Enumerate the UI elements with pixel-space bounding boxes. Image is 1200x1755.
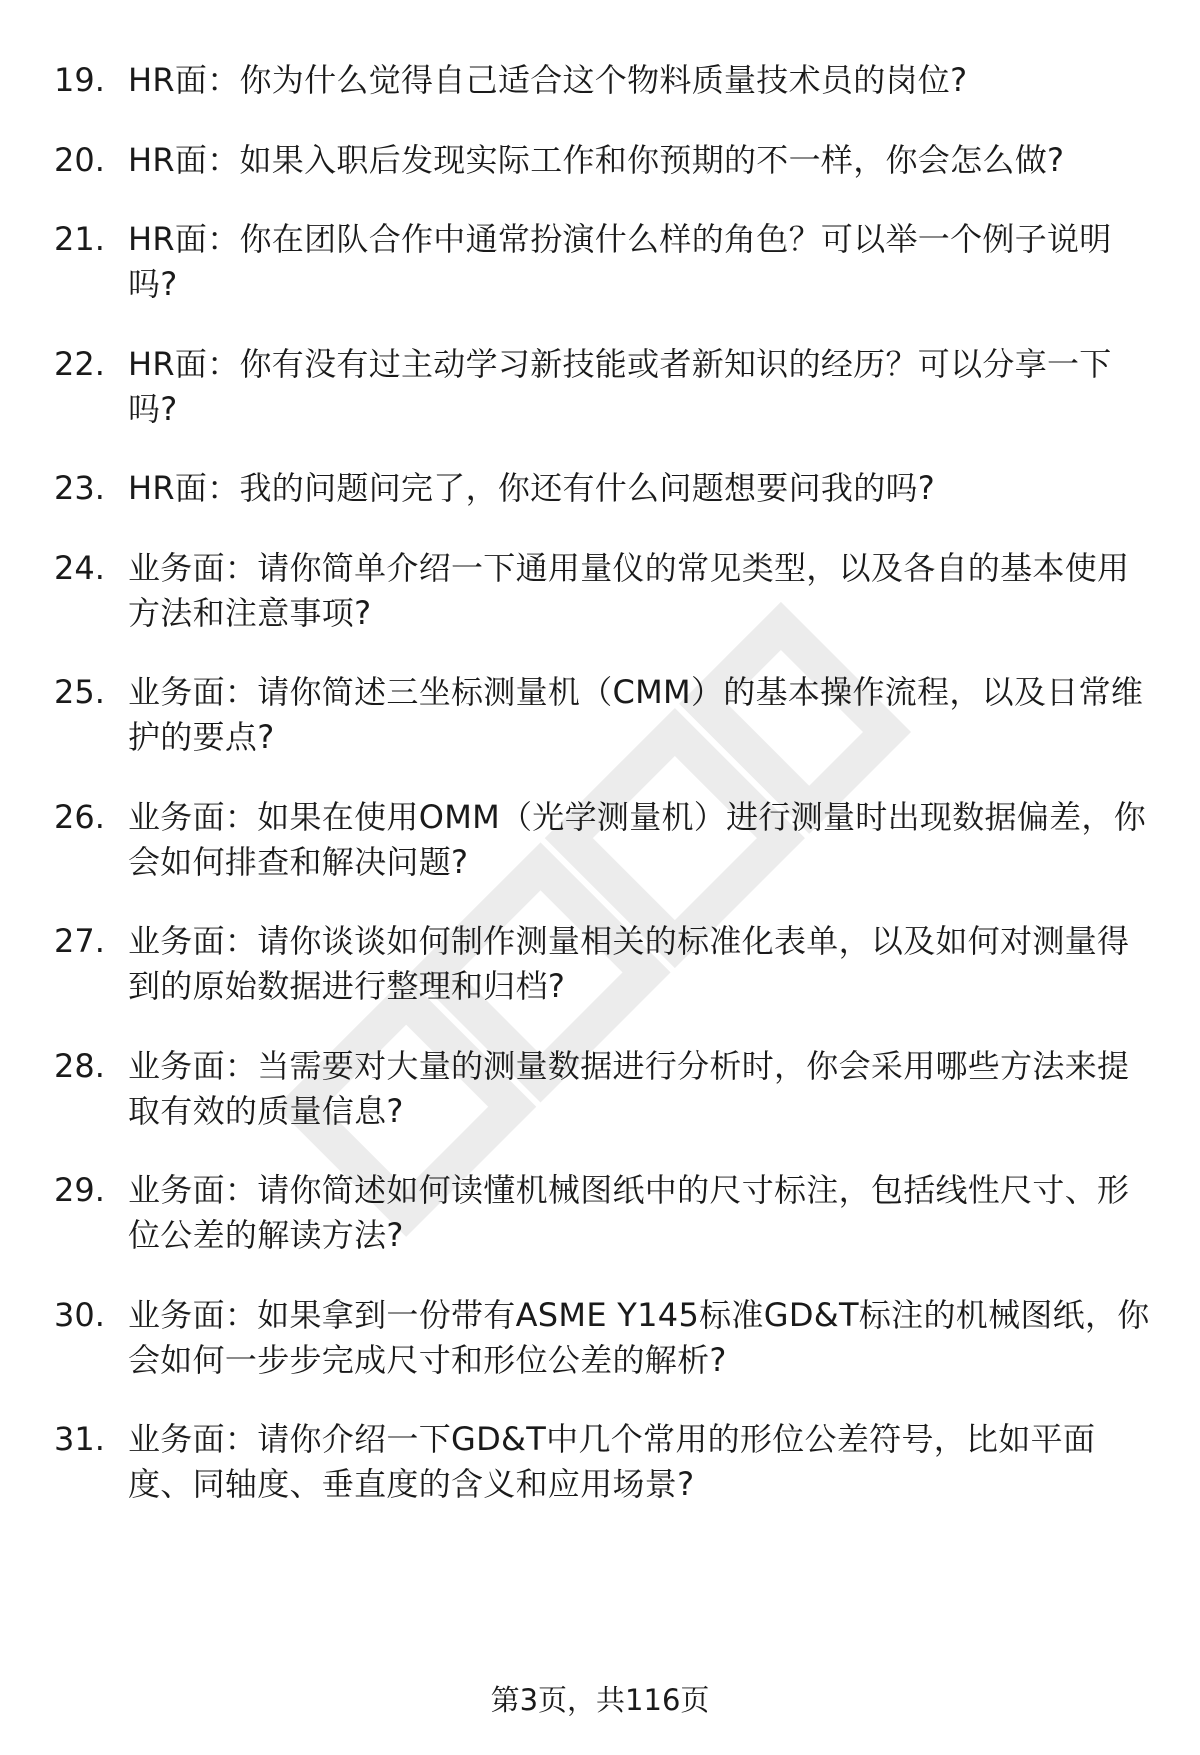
question-text: 业务面：请你谈谈如何制作测量相关的标准化表单，以及如何对测量得到的原始数据进行整理和归档? [128,922,1130,1005]
question-text: 业务面：请你简述如何读懂机械图纸中的尺寸标注，包括线性尺寸、形位公差的解读方法? [128,1171,1130,1254]
list-item [54,217,1154,307]
list-item [54,546,1154,636]
list-item [54,670,1154,760]
question-text: HR面：你为什么觉得自己适合这个物料质量技术员的岗位? [128,61,968,99]
list-item [54,138,1154,183]
list-item [54,795,1154,885]
question-number: 26. [54,797,105,836]
question-text: HR面：我的问题问完了，你还有什么问题想要问我的吗? [128,469,936,507]
question-text: HR面：如果入职后发现实际工作和你预期的不一样，你会怎么做? [128,140,1065,179]
question-number: 28. [54,1046,105,1085]
list-item [54,919,1154,1009]
question-text: 业务面：请你简单介绍一下通用量仪的常见类型，以及各自的基本使用方法和注意事项? [128,548,1130,632]
page-footer: 第3页，共116页 [490,1683,710,1717]
question-text: 业务面：当需要对大量的测量数据进行分析时，你会采用哪些方法来提取有效的质量信息? [128,1046,1130,1130]
question-text: 业务面：请你简述三坐标测量机（CMM）的基本操作流程，以及日常维护的要点? [128,673,1144,756]
question-number: 30. [54,1295,105,1334]
question-number: 24. [54,548,105,587]
question-text: 业务面：如果拿到一份带有ASME Y145标准GD&T标注的机械图纸，你会如何一步步完成尺寸和形位公差的解析? [128,1295,1150,1379]
question-text: 业务面：请你介绍一下GD&T中几个常用的形位公差符号，比如平面度、同轴度、垂直度的含义和应用场景? [128,1420,1096,1503]
list-item [54,1417,1154,1507]
list-item [54,466,1154,511]
list-item [54,1168,1154,1258]
question-number: 23. [54,469,105,507]
list-item [54,1044,1154,1134]
list-item [54,58,1154,103]
list-item [54,1293,1154,1383]
question-number: 29. [54,1171,105,1209]
question-number: 31. [54,1420,105,1458]
list-item [54,342,1154,432]
question-number: 22. [54,344,105,383]
question-number: 19. [54,61,105,99]
question-text: 业务面：如果在使用OMM（光学测量机）进行测量时出现数据偏差，你会如何排查和解决问题? [128,797,1147,881]
question-text: HR面：你在团队合作中通常扮演什么样的角色？可以举一个例子说明吗? [128,220,1112,303]
question-number: 27. [54,922,105,960]
question-number: 25. [54,673,105,711]
question-number: 20. [54,140,105,179]
question-list [54,58,1154,1542]
question-text: HR面：你有没有过主动学习新技能或者新知识的经历？可以分享一下吗? [128,344,1112,428]
question-number: 21. [54,220,105,258]
